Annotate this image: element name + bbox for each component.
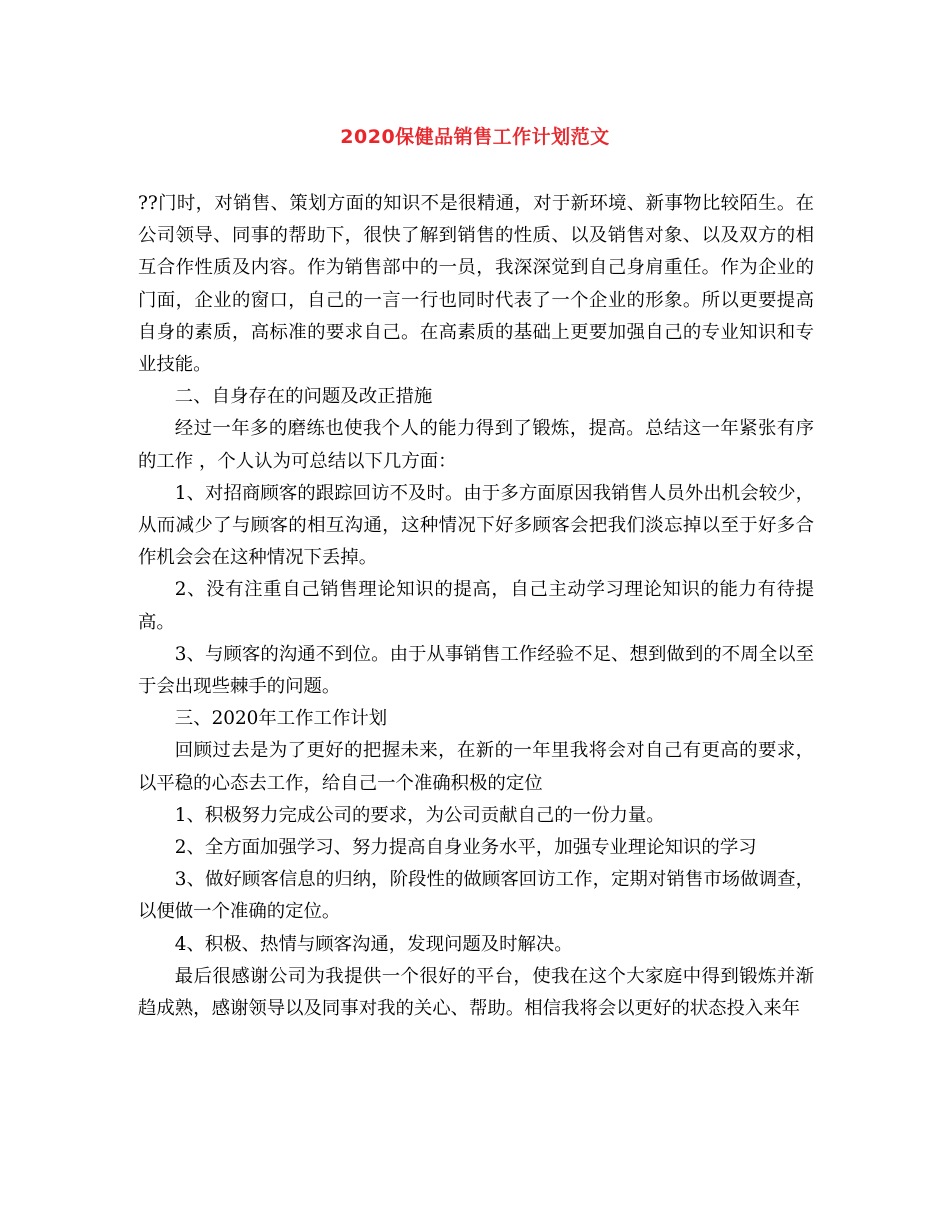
list-item-plan-2: 2、全方面加强学习、努力提高自身业务水平，加强专业理论知识的学习 <box>174 837 757 859</box>
paragraph-closing: 最后很感谢公司为我提供一个很好的平台，使我在这个大家庭中得到锻炼并渐趋成熟，感谢领导以及同事对我的关心、帮助。相信我将会以更好的状态投入来年 <box>138 965 814 1020</box>
document-title: 2020保健品销售工作计划范文 <box>340 126 610 148</box>
section-heading-plan: 三、2020年工作工作计划 <box>174 708 388 730</box>
list-item-problem-3: 3、与顾客的沟通不到位。由于从事销售工作经验不足、想到做到的不周全以至于会出现些棘手的问题。 <box>138 643 814 698</box>
list-item-plan-4: 4、积极、热情与顾客沟通，发现问题及时解决。 <box>174 933 573 955</box>
section-heading-problems: 二、自身存在的问题及改正措施 <box>174 386 433 408</box>
paragraph-summary: 经过一年多的磨练也使我个人的能力得到了锻炼，提高。总结这一年紧张有序的工作 ，个人认为可总结以下几方面： <box>138 418 814 472</box>
paragraph-plan-intro: 回顾过去是为了更好的把握未来，在新的一年里我将会对自己有更高的要求，以平稳的心态去工作，给自己一个准确积极的定位 <box>138 740 814 794</box>
document-body <box>138 188 814 1025</box>
list-item-plan-3: 3、做好顾客信息的归纳，阶段性的做顾客回访工作，定期对销售市场做调查，以便做一个准确的定位。 <box>138 869 814 923</box>
paragraph-intro: ??门时，对销售、策划方面的知识不是很精通，对于新环境、新事物比较陌生。在公司领导、同事的帮助下，很快了解到销售的性质、以及销售对象、以及双方的相互合作性质及内容。作为销售部中的一员，我深深觉到自己身肩重任。作为企业的门面，企业的窗口，自己的一言一行也同时代表了一个企业的形象。所以更要提高自身的素质，高标准的要求自己。在高素质的基础上更要加强自己的专业知识和专业技能。 <box>138 193 814 376</box>
list-item-plan-1: 1、积极努力完成公司的要求，为公司贡献自己的一份力量。 <box>174 804 665 826</box>
list-item-problem-1: 1、对招商顾客的跟踪回访不及时。由于多方面原因我销售人员外出机会较少，从而减少了与顾客的相互沟通，这种情况下好多顾客会把我们淡忘掉以至于好多合作机会会在这种情况下丢掉。 <box>138 482 814 569</box>
list-item-problem-2: 2、没有注重自己销售理论知识的提高，自己主动学习理论知识的能力有待提高。 <box>138 579 814 633</box>
